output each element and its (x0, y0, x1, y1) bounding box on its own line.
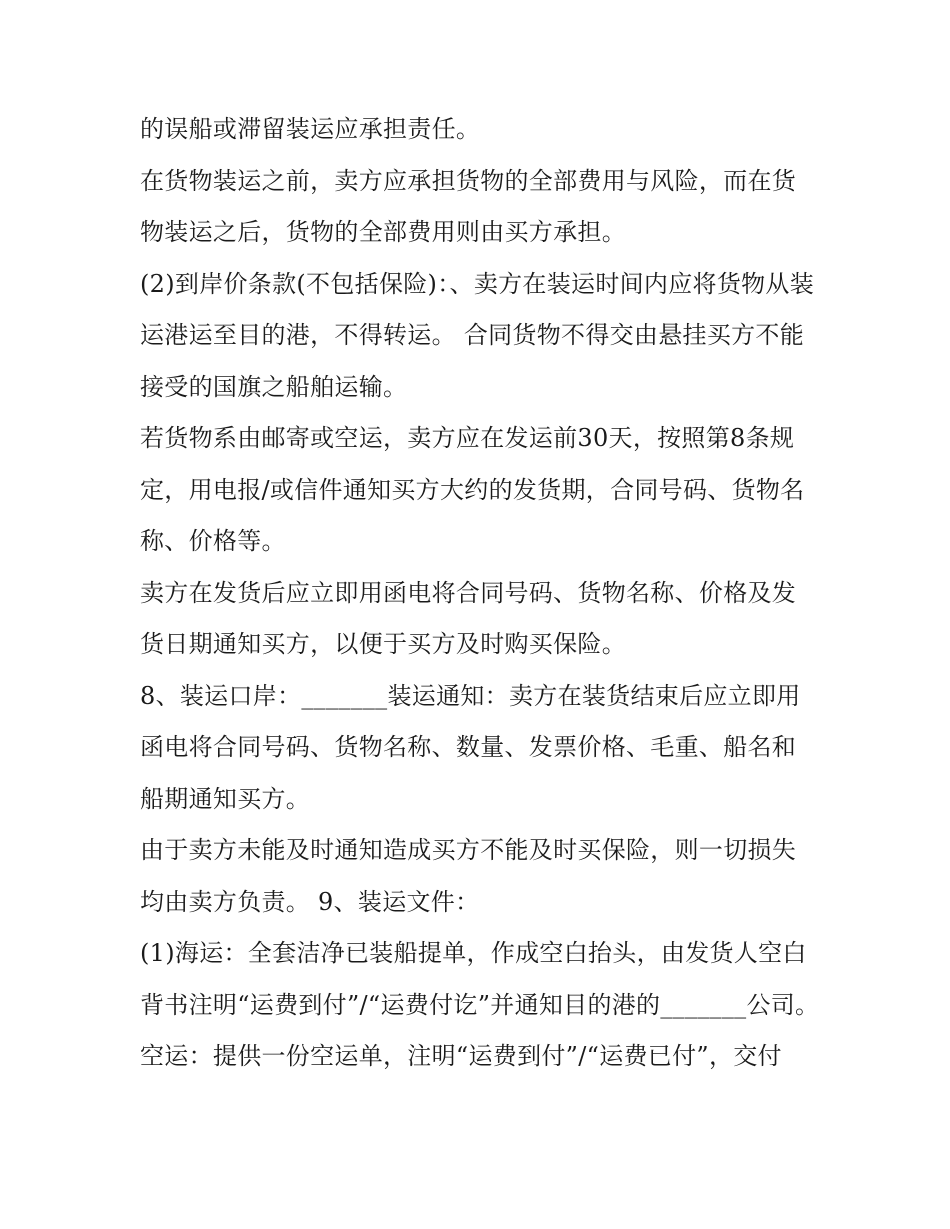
paragraph-seller-responsibility: 由于卖方未能及时通知造成买方不能及时买保险，则一切损失均由卖方负责。 9、装运文件： (140, 836, 797, 916)
paragraph-air-transport: 空运：提供一份空运单，注明“运费到付”/“运费已付”，交付 (140, 1042, 782, 1070)
paragraph-cif-terms: (2)到岸价条款(不包括保险)：、卖方在装运时间内应将货物从装运港运至目的港，不得转运。 合同货物不得交由悬挂买方不能接受的国旗之船舶运输。 (140, 269, 815, 401)
paragraph-shipment-notice: 卖方在发货后应立即用函电将合同号码、货物名称、价格及发货日期通知买方，以便于买方及时购买保险。 (140, 578, 797, 658)
paragraph-mail-air-shipment: 若货物系由邮寄或空运，卖方应在发运前30天，按照第8条规定，用电报/或信件通知买方大约的发货期，合同号码、货物名称、价格等。 (140, 424, 805, 555)
paragraph-liability: 的误船或滞留装运应承担责任。 (140, 115, 481, 143)
paragraph-port-of-loading: 8、装运口岸：_______装运通知：卖方在装货结束后应立即用函电将合同号码、货物名称、数量、发票价格、毛重、船名和船期通知买方。 (140, 681, 801, 813)
paragraph-sea-transport: (1)海运：全套洁净已装船提单，作成空白抬头，由发货人空白背书注明“运费到付”/“运费付讫”并通知目的港的_______公司。 (140, 939, 820, 1019)
paragraph-risk-transfer: 在货物装运之前，卖方应承担货物的全部费用与风险，而在货物装运之后，货物的全部费用则由买方承担。 (140, 166, 797, 246)
document-body (140, 104, 820, 1083)
